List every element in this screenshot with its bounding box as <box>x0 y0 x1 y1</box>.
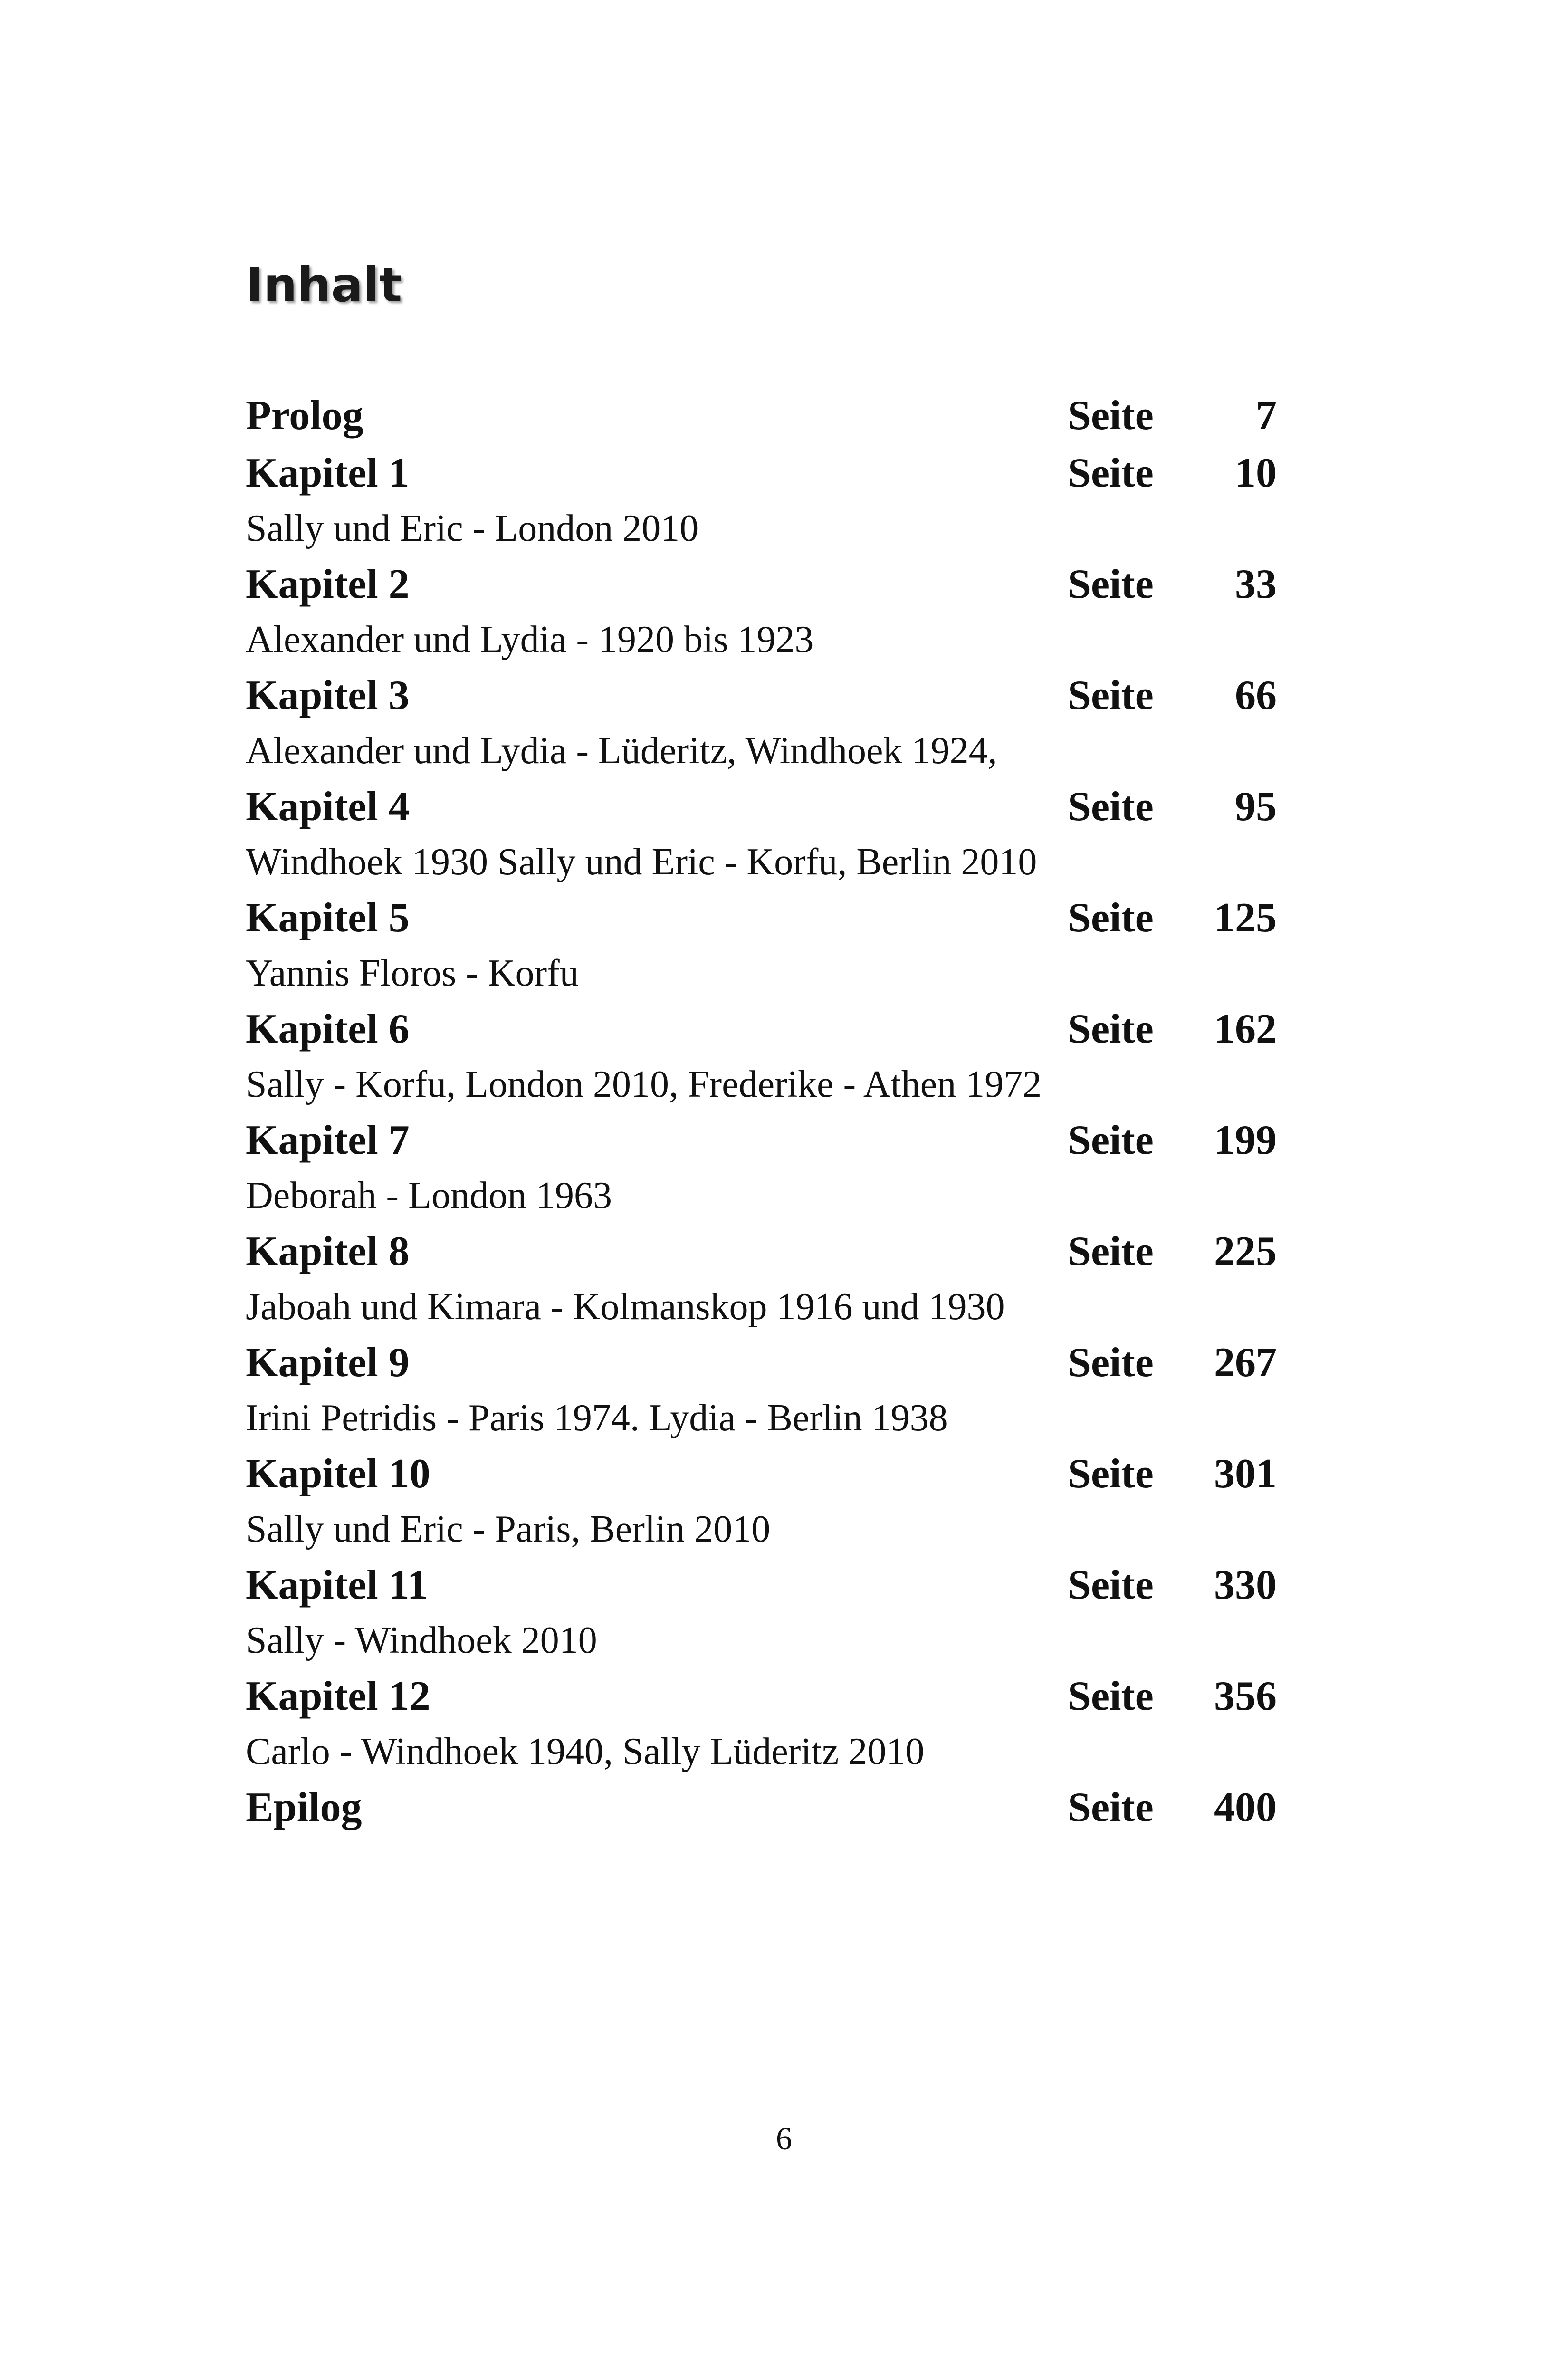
toc-page-number: 33 <box>1235 561 1277 607</box>
toc-page-number: 66 <box>1235 672 1277 719</box>
toc-entry <box>246 1557 1277 1613</box>
toc-entry <box>246 1780 1277 1835</box>
toc-page-label: Seite <box>1068 561 1154 607</box>
toc-entry-title: Kapitel 2 <box>246 561 410 607</box>
toc-entry-subtitle: Yannis Floros - Korfu <box>246 952 579 994</box>
toc-entry <box>246 445 1277 501</box>
toc-page-number: 330 <box>1214 1562 1277 1608</box>
toc-entry-title: Kapitel 11 <box>246 1562 428 1608</box>
toc-entry-subtitle: Deborah - London 1963 <box>246 1175 612 1217</box>
toc-entry-subtitle: Alexander und Lydia - 1920 bis 1923 <box>246 619 814 661</box>
toc-entry-subtitle: Sally und Eric - Paris, Berlin 2010 <box>246 1508 771 1550</box>
toc-page-label: Seite <box>1068 784 1154 830</box>
toc-entry <box>246 779 1277 834</box>
toc-page-number: 301 <box>1214 1451 1277 1497</box>
toc-page-ref <box>1068 1001 1277 1057</box>
toc-entry <box>246 1001 1277 1057</box>
toc-page-ref <box>1068 1557 1277 1613</box>
table-of-contents <box>246 386 1277 1835</box>
toc-page-ref <box>1068 1335 1277 1390</box>
toc-entry-title: Kapitel 6 <box>246 1006 410 1052</box>
toc-entry <box>246 1224 1277 1279</box>
toc-page-label: Seite <box>1068 450 1154 496</box>
toc-page-number: 267 <box>1214 1340 1277 1386</box>
page-title: Inhalt <box>246 257 402 313</box>
toc-page-label: Seite <box>1068 1117 1154 1163</box>
toc-entry <box>246 1335 1277 1390</box>
toc-page-number: 162 <box>1214 1006 1277 1052</box>
toc-entry <box>246 668 1277 723</box>
toc-page-number: 125 <box>1214 895 1277 941</box>
toc-page-ref <box>1068 890 1277 946</box>
toc-entry-title: Kapitel 3 <box>246 672 410 719</box>
toc-entry-title: Prolog <box>246 393 363 439</box>
toc-entry-subtitle: Carlo - Windhoek 1940, Sally Lüderitz 2010 <box>246 1731 925 1772</box>
toc-page-label: Seite <box>1068 393 1154 439</box>
toc-page-ref <box>1068 445 1277 501</box>
toc-entry-title: Kapitel 4 <box>246 784 410 830</box>
toc-page-number: 400 <box>1214 1784 1277 1830</box>
toc-entry-title: Kapitel 1 <box>246 450 410 496</box>
toc-entry-title: Kapitel 7 <box>246 1117 410 1163</box>
toc-entry-title: Kapitel 10 <box>246 1451 430 1497</box>
toc-page-label: Seite <box>1068 1451 1154 1497</box>
toc-entry-subtitle: Alexander und Lydia - Lüderitz, Windhoek 1924, <box>246 730 997 772</box>
page-number: 6 <box>776 2120 792 2156</box>
toc-entry <box>246 890 1277 946</box>
toc-entry-subtitle: Jaboah und Kimara - Kolmanskop 1916 und 1930 <box>246 1286 1005 1328</box>
toc-entry-subtitle: Sally - Korfu, London 2010, Frederike - Athen 1972 <box>246 1063 1042 1105</box>
toc-page-ref <box>1068 1112 1277 1168</box>
toc-page-ref <box>1068 556 1277 612</box>
toc-page-ref <box>1068 668 1277 723</box>
toc-page-label: Seite <box>1068 1228 1154 1274</box>
toc-page-ref <box>1068 1446 1277 1502</box>
toc-entry <box>246 386 1277 445</box>
toc-entry <box>246 556 1277 612</box>
toc-page-number: 10 <box>1235 450 1277 496</box>
toc-entry-title: Kapitel 5 <box>246 895 410 941</box>
toc-entry-title: Kapitel 9 <box>246 1340 410 1386</box>
toc-entry-title: Kapitel 8 <box>246 1228 410 1274</box>
toc-entry-subtitle: Windhoek 1930 Sally und Eric - Korfu, Berlin 2010 <box>246 841 1037 883</box>
toc-page-ref <box>1068 1668 1277 1724</box>
toc-page-number: 95 <box>1235 784 1277 830</box>
toc-page-number: 199 <box>1214 1117 1277 1163</box>
toc-entry <box>246 1446 1277 1502</box>
toc-page-number: 356 <box>1214 1673 1277 1719</box>
toc-page-label: Seite <box>1068 1673 1154 1719</box>
toc-entry <box>246 1668 1277 1724</box>
toc-entry <box>246 1112 1277 1168</box>
toc-page-ref <box>1068 1224 1277 1279</box>
toc-entry-title: Kapitel 12 <box>246 1673 430 1719</box>
toc-entry-subtitle: Sally - Windhoek 2010 <box>246 1619 597 1661</box>
toc-entry-title: Epilog <box>246 1784 362 1830</box>
toc-page-ref <box>1068 386 1277 445</box>
toc-page-label: Seite <box>1068 895 1154 941</box>
toc-page-label: Seite <box>1068 1006 1154 1052</box>
toc-page-number: 225 <box>1214 1228 1277 1274</box>
toc-page-label: Seite <box>1068 672 1154 719</box>
toc-entry-subtitle: Sally und Eric - London 2010 <box>246 508 699 549</box>
toc-page-label: Seite <box>1068 1562 1154 1608</box>
toc-page-label: Seite <box>1068 1784 1154 1830</box>
toc-page-label: Seite <box>1068 1340 1154 1386</box>
toc-page-number: 7 <box>1256 393 1277 439</box>
toc-entry-subtitle: Irini Petridis - Paris 1974. Lydia - Berlin 1938 <box>246 1397 948 1439</box>
toc-page-ref <box>1068 1780 1277 1835</box>
toc-page-ref <box>1068 779 1277 834</box>
